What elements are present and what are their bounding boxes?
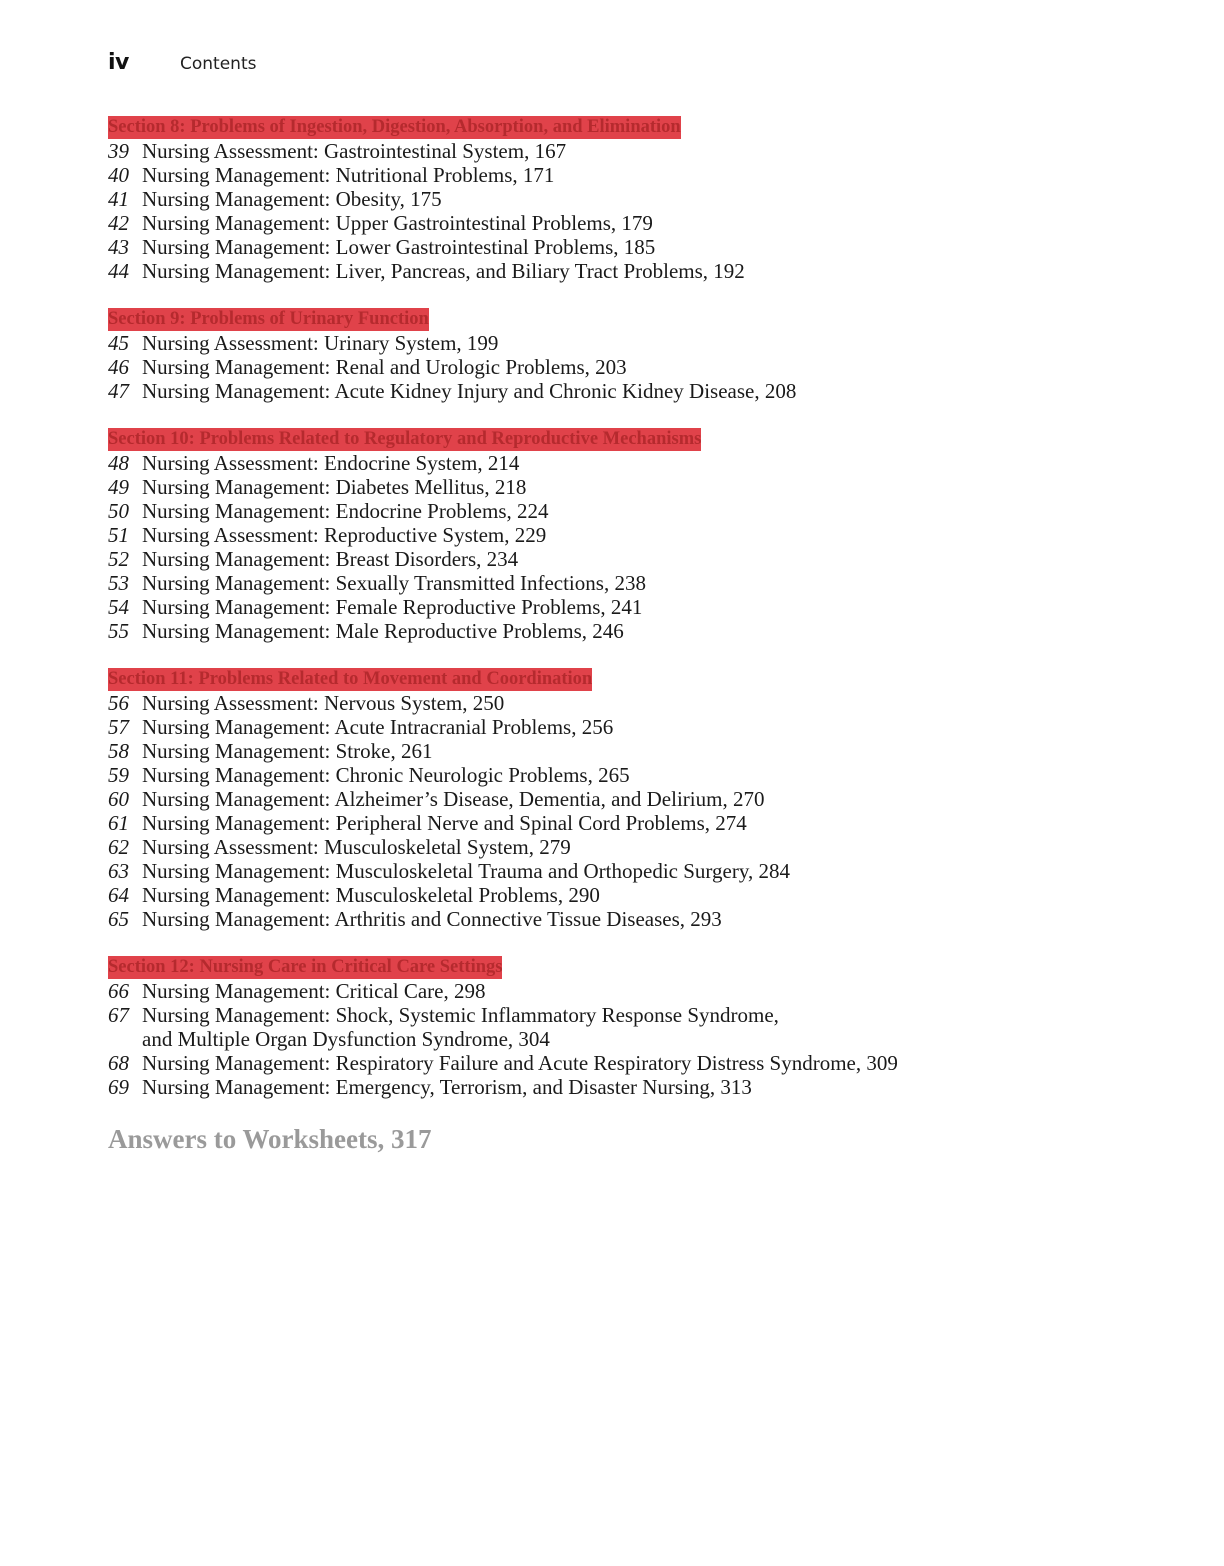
chapter-entry[interactable] <box>108 979 1168 1003</box>
chapter-number: 51 <box>108 523 129 547</box>
chapter-number: 49 <box>108 475 129 499</box>
chapter-number: 53 <box>108 571 129 595</box>
chapter-number: 48 <box>108 451 129 475</box>
chapter-number: 42 <box>108 211 129 235</box>
chapter-number: 39 <box>108 139 129 163</box>
chapter-number: 54 <box>108 595 129 619</box>
chapter-entry[interactable] <box>108 139 1168 163</box>
section-heading[interactable]: Section 8: Problems of Ingestion, Digestion, Absorption, and Elimination <box>108 117 681 137</box>
chapter-title: Nursing Management: Alzheimer’s Disease, Dementia, and Delirium, 270 <box>142 787 765 811</box>
chapter-number: 62 <box>108 835 129 859</box>
chapter-title: Nursing Management: Chronic Neurologic Problems, 265 <box>142 763 630 787</box>
running-title: Contents <box>180 54 257 74</box>
chapter-entry[interactable] <box>108 331 1168 355</box>
chapter-title: Nursing Management: Musculoskeletal Problems, 290 <box>142 883 600 907</box>
chapter-entry[interactable] <box>108 211 1168 235</box>
chapter-entry[interactable] <box>108 691 1168 715</box>
chapter-title: Nursing Management: Acute Kidney Injury and Chronic Kidney Disease, 208 <box>142 379 797 403</box>
chapter-title: Nursing Management: Musculoskeletal Trauma and Orthopedic Surgery, 284 <box>142 859 790 883</box>
chapter-title: Nursing Management: Arthritis and Connective Tissue Diseases, 293 <box>142 907 722 931</box>
section-heading[interactable]: Section 11: Problems Related to Movement and Coordination <box>108 669 593 689</box>
chapter-number: 52 <box>108 547 129 571</box>
chapter-number: 65 <box>108 907 129 931</box>
chapter-entry[interactable] <box>108 379 1168 403</box>
section-heading[interactable]: Section 12: Nursing Care in Critical Care Settings <box>108 957 503 977</box>
chapter-entry[interactable] <box>108 451 1168 475</box>
chapter-title: Nursing Assessment: Gastrointestinal System, 167 <box>142 139 567 163</box>
chapter-entry[interactable] <box>108 163 1168 187</box>
chapter-number: 59 <box>108 763 129 787</box>
chapter-title: Nursing Management: Sexually Transmitted Infections, 238 <box>142 571 646 595</box>
chapter-title: Nursing Management: Obesity, 175 <box>142 187 442 211</box>
chapter-entry[interactable] <box>108 235 1168 259</box>
toc-section <box>108 956 1168 1099</box>
chapter-number: 40 <box>108 163 129 187</box>
toc-section <box>108 308 1168 403</box>
chapter-title: Nursing Management: Emergency, Terrorism, and Disaster Nursing, 313 <box>142 1075 752 1099</box>
chapter-title: Nursing Management: Peripheral Nerve and Spinal Cord Problems, 274 <box>142 811 747 835</box>
chapter-title: Nursing Management: Acute Intracranial Problems, 256 <box>142 715 614 739</box>
chapter-number: 43 <box>108 235 129 259</box>
chapter-entry[interactable] <box>108 763 1168 787</box>
toc-section <box>108 668 1168 931</box>
chapter-number: 69 <box>108 1075 129 1099</box>
chapter-entry[interactable] <box>108 1003 1168 1027</box>
chapter-title: Nursing Assessment: Endocrine System, 214 <box>142 451 520 475</box>
chapter-title: Nursing Management: Renal and Urologic Problems, 203 <box>142 355 627 379</box>
chapter-number: 45 <box>108 331 129 355</box>
chapter-number: 68 <box>108 1051 129 1075</box>
chapter-number: 57 <box>108 715 129 739</box>
chapter-number: 58 <box>108 739 129 763</box>
chapter-entry[interactable] <box>108 835 1168 859</box>
section-heading[interactable]: Section 9: Problems of Urinary Function <box>108 309 429 329</box>
chapter-number: 66 <box>108 979 129 1003</box>
chapter-number: 61 <box>108 811 129 835</box>
chapter-entry[interactable] <box>108 883 1168 907</box>
chapter-title: Nursing Management: Stroke, 261 <box>142 739 433 763</box>
chapter-number: 60 <box>108 787 129 811</box>
chapter-entry[interactable] <box>108 355 1168 379</box>
chapter-entry[interactable] <box>108 859 1168 883</box>
chapter-title: Nursing Management: Liver, Pancreas, and Biliary Tract Problems, 192 <box>142 259 745 283</box>
chapter-entry[interactable] <box>108 787 1168 811</box>
toc-section <box>108 116 1168 283</box>
chapter-entry[interactable] <box>108 187 1168 211</box>
toc-section <box>108 428 1168 643</box>
chapter-entry[interactable] <box>108 715 1168 739</box>
chapter-title-continuation: and Multiple Organ Dysfunction Syndrome, 304 <box>142 1027 550 1051</box>
chapter-entry[interactable] <box>108 259 1168 283</box>
chapter-title: Nursing Assessment: Reproductive System, 229 <box>142 523 547 547</box>
chapter-title: Nursing Management: Endocrine Problems, 224 <box>142 499 549 523</box>
chapter-entry[interactable] <box>108 1075 1168 1099</box>
chapter-entry[interactable] <box>108 1051 1168 1075</box>
chapter-title: Nursing Assessment: Urinary System, 199 <box>142 331 499 355</box>
chapter-entry[interactable] <box>108 619 1168 643</box>
chapter-entry[interactable] <box>108 907 1168 931</box>
running-head <box>108 50 256 80</box>
chapter-entry[interactable] <box>108 547 1168 571</box>
chapter-title: Nursing Management: Female Reproductive Problems, 241 <box>142 595 643 619</box>
chapter-title: Nursing Management: Breast Disorders, 234 <box>142 547 519 571</box>
table-of-contents <box>108 116 1168 1155</box>
chapter-number: 67 <box>108 1003 129 1027</box>
chapter-number: 55 <box>108 619 129 643</box>
chapter-title: Nursing Management: Upper Gastrointestinal Problems, 179 <box>142 211 653 235</box>
chapter-number: 47 <box>108 379 129 403</box>
chapter-title: Nursing Management: Diabetes Mellitus, 218 <box>142 475 527 499</box>
chapter-entry[interactable] <box>108 475 1168 499</box>
chapter-entry[interactable] <box>108 811 1168 835</box>
chapter-entry[interactable] <box>108 571 1168 595</box>
answers-heading[interactable]: Answers to Worksheets, 317 <box>108 1124 432 1154</box>
chapter-title: Nursing Management: Respiratory Failure and Acute Respiratory Distress Syndrome, 309 <box>142 1051 898 1075</box>
chapter-title: Nursing Management: Lower Gastrointestinal Problems, 185 <box>142 235 656 259</box>
chapter-entry[interactable] <box>108 499 1168 523</box>
chapter-title: Nursing Assessment: Nervous System, 250 <box>142 691 505 715</box>
section-heading[interactable]: Section 10: Problems Related to Regulatory and Reproductive Mechanisms <box>108 429 702 449</box>
chapter-number: 41 <box>108 187 129 211</box>
chapter-title: Nursing Management: Nutritional Problems, 171 <box>142 163 555 187</box>
chapter-title: Nursing Management: Male Reproductive Problems, 246 <box>142 619 624 643</box>
chapter-entry[interactable] <box>108 739 1168 763</box>
chapter-number: 56 <box>108 691 129 715</box>
page-number: iv <box>108 50 129 75</box>
chapter-title: Nursing Assessment: Musculoskeletal System, 279 <box>142 835 571 859</box>
chapter-title: Nursing Management: Critical Care, 298 <box>142 979 486 1003</box>
chapter-number: 63 <box>108 859 129 883</box>
chapter-title: Nursing Management: Shock, Systemic Inflammatory Response Syndrome, <box>142 1003 779 1027</box>
chapter-number: 46 <box>108 355 129 379</box>
chapter-entry[interactable] <box>108 595 1168 619</box>
chapter-entry[interactable] <box>108 523 1168 547</box>
chapter-number: 64 <box>108 883 129 907</box>
chapter-number: 44 <box>108 259 129 283</box>
chapter-number: 50 <box>108 499 129 523</box>
